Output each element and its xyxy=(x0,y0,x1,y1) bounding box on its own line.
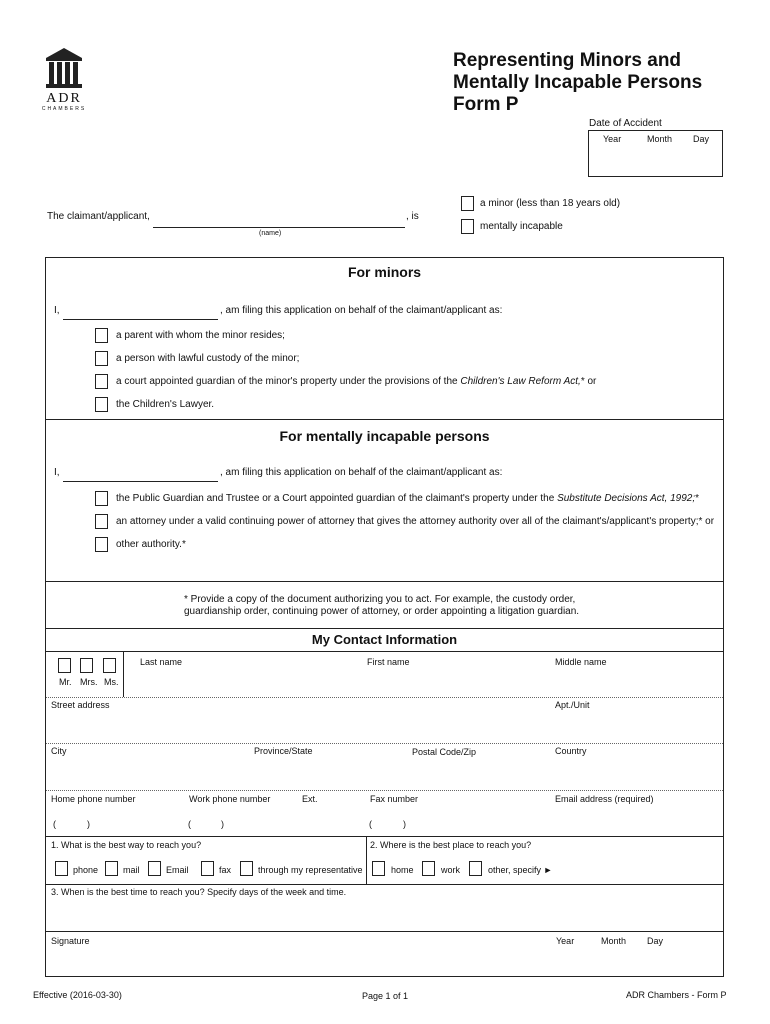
incapable-option-label: mentally incapable xyxy=(480,221,563,232)
sig-year-label: Year xyxy=(556,936,575,946)
postal-label: Postal Code/Zip xyxy=(412,747,477,757)
mail-checkbox[interactable] xyxy=(105,861,118,876)
city-label: City xyxy=(51,746,67,756)
form-title: Representing Minors and Mentally Incapable Persons Form P xyxy=(453,50,703,115)
email-checkbox[interactable] xyxy=(148,861,161,876)
adr-logo xyxy=(40,46,88,116)
childrens-lawyer-checkbox[interactable] xyxy=(95,397,108,412)
parent-checkbox[interactable] xyxy=(95,328,108,343)
email-field[interactable] xyxy=(552,814,720,834)
claimant-name-line[interactable] xyxy=(153,227,405,228)
apt-label: Apt./Unit xyxy=(555,700,590,710)
public-guardian-label: the Public Guardian and Trustee or a Court appointed guardian of the claimant's property under the Substitute Decisions Act, 1992;* xyxy=(116,493,700,504)
minors-section: For minors I, , am filing this application on behalf of the claimant/applicant as: a parent with whom the minor resides; a person with lawful custody of the minor; a court appointed guardian of the minor's property under the provisions of the Children's Law Reform Act,* or the Children's Lawyer. xyxy=(45,257,724,420)
parent-label: a parent with whom the minor resides; xyxy=(116,330,285,341)
sig-day-label: Day xyxy=(647,936,664,946)
footer-page: Page 1 of 1 xyxy=(362,991,409,1001)
guardian-label: a court appointed guardian of the minor's property under the provisions of the Children's Law Reform Act,* or xyxy=(116,376,597,387)
signature-label: Signature xyxy=(51,936,90,946)
first-name-label: First name xyxy=(367,657,410,667)
country-label: Country xyxy=(555,746,587,756)
country-field[interactable] xyxy=(552,757,720,787)
attorney-checkbox[interactable] xyxy=(95,514,108,529)
street-field[interactable] xyxy=(51,711,546,741)
fax-checkbox[interactable] xyxy=(201,861,214,876)
middle-name-label: Middle name xyxy=(555,657,607,667)
incapable-section: For mentally incapable persons I, , am filing this application on behalf of the claimant/applicant as: the Public Guardian and Trustee or a Court appointed guardian of the claimant's property under the Substitute Decisions Act, 1992;* an attorney under a valid continuing power of attorney that gives the attorney authority over all of the claimant's/applicant's property;* or other authority.* xyxy=(45,419,724,582)
q3-label: 3. When is the best time to reach you? Specify days of the week and time. xyxy=(51,887,347,897)
province-field[interactable] xyxy=(251,757,401,787)
logo-sub: CHAMBERS xyxy=(41,106,87,112)
first-name-field[interactable] xyxy=(364,667,549,695)
contact-heading: My Contact Information xyxy=(311,632,458,647)
work-phone-label: Work phone number xyxy=(189,794,271,804)
signature-field[interactable] xyxy=(51,947,546,975)
best-time-field[interactable] xyxy=(51,899,719,929)
home-phone-label: Home phone number xyxy=(51,794,136,804)
claimant-label: The claimant/applicant, xyxy=(47,211,150,222)
province-label: Province/State xyxy=(254,746,313,756)
minors-filer-line[interactable] xyxy=(63,319,218,320)
custody-label: a person with lawful custody of the minor; xyxy=(116,353,300,364)
name-caption: (name) xyxy=(259,230,282,237)
custody-checkbox[interactable] xyxy=(95,351,108,366)
q2-label: 2. Where is the best place to reach you? xyxy=(370,840,532,850)
postal-field[interactable] xyxy=(408,757,548,787)
representative-checkbox[interactable] xyxy=(240,861,253,876)
fax-label: Fax number xyxy=(370,794,419,804)
footer-form: ADR Chambers - Form P xyxy=(626,990,727,1000)
contact-section: My Contact Information Mr. Mrs. Ms. Last name First name Middle name Street address Apt./Unit City Province/State Postal Code/Zip Country Home phone number Work phone number Ext. Fax number Email address (required) ( ) ( ) ( ) 1. What is the best way to reach you? 2. Where is the best place to reach you? phone mail Email fax through my representative home work other, specify ► 3. When is the best time to reach you? Specify days of the week and time. Signature Year Month Day xyxy=(45,628,724,977)
work-phone-field[interactable] xyxy=(186,814,296,834)
public-guardian-checkbox[interactable] xyxy=(95,491,108,506)
q1-label: 1. What is the best way to reach you? xyxy=(51,840,202,850)
footer-effective: Effective (2016-03-30) xyxy=(33,990,122,1000)
incapable-heading: For mentally incapable persons xyxy=(279,428,490,444)
sig-month-label: Month xyxy=(601,936,627,946)
home-checkbox[interactable] xyxy=(372,861,385,876)
guardian-checkbox[interactable] xyxy=(95,374,108,389)
minor-checkbox[interactable] xyxy=(461,196,474,211)
work-checkbox[interactable] xyxy=(422,861,435,876)
fax-field[interactable] xyxy=(366,814,546,834)
logo-name: ADR xyxy=(46,91,82,106)
minor-option-label: a minor (less than 18 years old) xyxy=(480,198,621,209)
ext-field[interactable] xyxy=(300,814,362,834)
last-name-label: Last name xyxy=(140,657,183,667)
phone-checkbox[interactable] xyxy=(55,861,68,876)
middle-name-field[interactable] xyxy=(552,667,720,695)
building-icon xyxy=(40,46,88,90)
email-label: Email address (required) xyxy=(555,794,654,804)
other-authority-checkbox[interactable] xyxy=(95,537,108,552)
incapable-filer-line[interactable] xyxy=(63,481,218,482)
mrs-checkbox[interactable] xyxy=(80,658,93,673)
city-field[interactable] xyxy=(51,757,246,787)
home-phone-field[interactable] xyxy=(51,814,181,834)
mr-checkbox[interactable] xyxy=(58,658,71,673)
childrens-lawyer-label: the Children's Lawyer. xyxy=(116,399,215,410)
other-place-checkbox[interactable] xyxy=(469,861,482,876)
minors-heading: For minors xyxy=(347,264,422,280)
date-of-accident-label: Date of Accident xyxy=(589,118,662,129)
sig-date-field[interactable] xyxy=(552,947,720,975)
other-authority-label: other authority.* xyxy=(116,539,186,550)
note-line-2: guardianship order, continuing power of attorney, or order appointing a litigation guardian. xyxy=(184,606,580,617)
incapable-checkbox[interactable] xyxy=(461,219,474,234)
apt-field[interactable] xyxy=(552,711,720,741)
claimant-is: , is xyxy=(406,211,419,222)
street-label: Street address xyxy=(51,700,110,710)
date-of-accident-box[interactable]: Year Month Day xyxy=(588,130,723,177)
last-name-field[interactable] xyxy=(126,667,361,695)
ms-checkbox[interactable] xyxy=(103,658,116,673)
note-section xyxy=(45,581,724,629)
note-line-1: * Provide a copy of the document authorizing you to act. For example, the custody order, xyxy=(184,594,576,605)
ext-label: Ext. xyxy=(302,794,318,804)
attorney-label: an attorney under a valid continuing power of attorney that gives the attorney authority over all of the claimant's/applicant's property;* or xyxy=(116,516,715,527)
